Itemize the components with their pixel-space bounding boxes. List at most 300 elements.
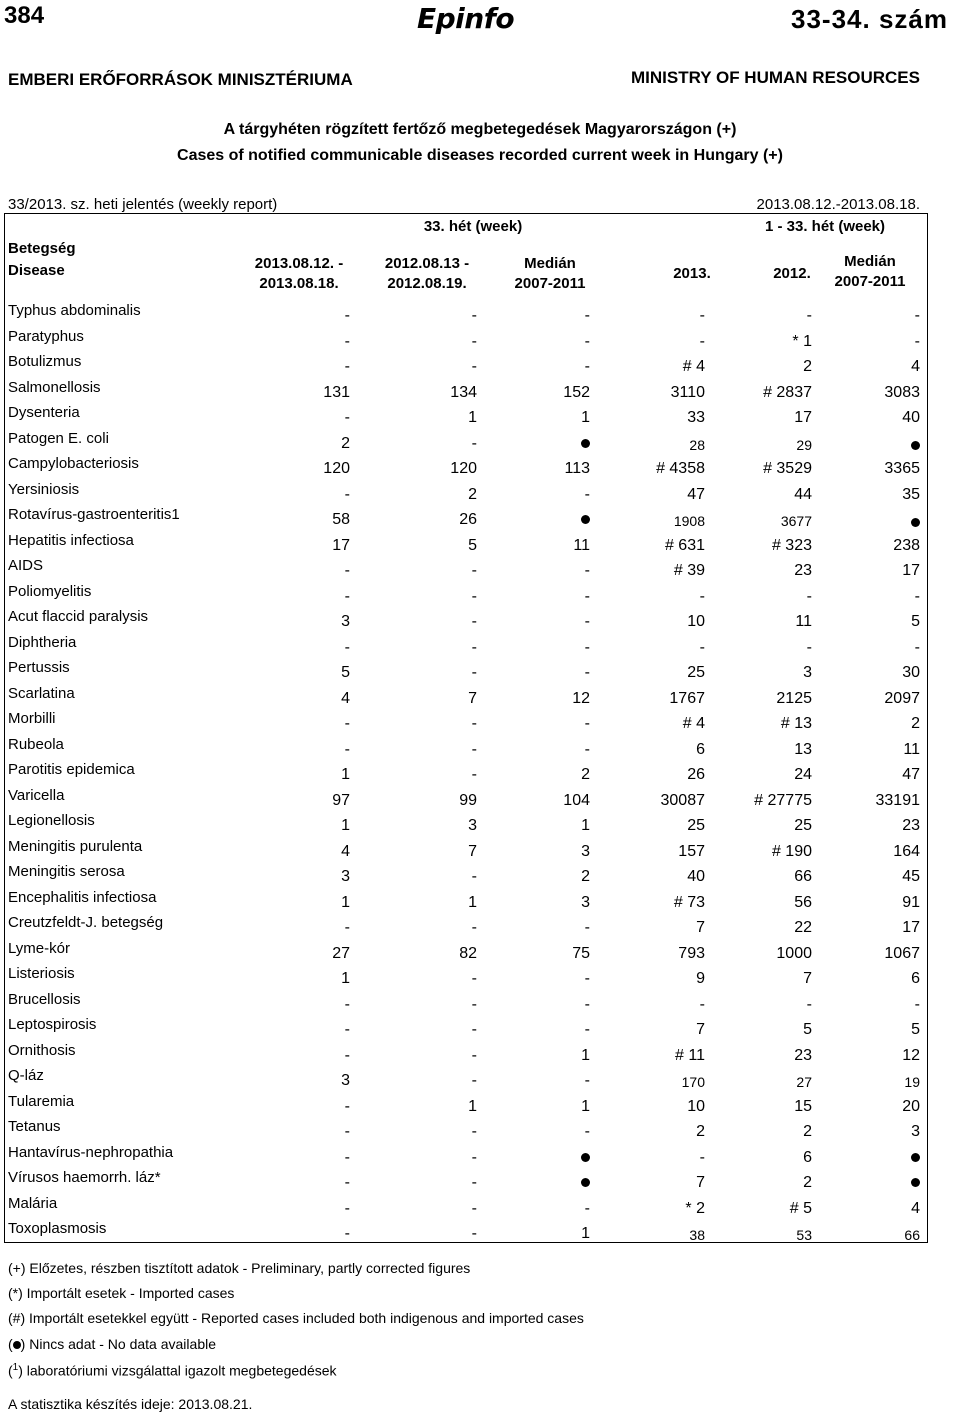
cell-cum-2012: # 3529 [763, 460, 812, 477]
disease-name: Salmonellosis [8, 378, 101, 396]
disease-name: Toxoplasmosis [8, 1220, 107, 1237]
cell-week-2013: - [344, 358, 350, 375]
cell-week-median: 1 [581, 409, 590, 426]
page-number: 384 [4, 2, 45, 29]
cell-cum-2012: - [806, 307, 812, 324]
disease-name: Rotavírus-gastroenteritis1 [8, 506, 180, 523]
disease-name: Hepatitis infectiosa [8, 531, 134, 549]
cell-week-median: - [584, 715, 590, 732]
table-row [0, 376, 960, 402]
cell-cum-2012: 53 [796, 1227, 812, 1243]
note-lab-open: ( [8, 1362, 13, 1379]
cell-cum-median [800, 1174, 920, 1192]
cell-cum-2012: 25 [794, 817, 812, 834]
cell-week-median: 1 [581, 1225, 590, 1242]
disease-name: Morbilli [8, 710, 56, 727]
cell-week-median: - [584, 485, 590, 503]
epinfo-logo: Epinfo [417, 2, 515, 35]
cell-week-median: 104 [563, 791, 590, 809]
cell-week-median: - [584, 970, 590, 987]
disease-name: Tularemia [8, 1092, 75, 1110]
cell-cum-2013: 25 [687, 817, 705, 834]
disease-table-body [0, 299, 960, 1243]
cell-cum-median: 164 [893, 842, 920, 860]
cell-cum-median [800, 513, 920, 529]
table-row [0, 962, 960, 988]
cell-cum-median: 3 [911, 1123, 920, 1140]
table-row [0, 733, 960, 759]
cell-week-2012: - [471, 1199, 477, 1217]
cell-cum-2013: 157 [678, 842, 705, 860]
cell-week-median: 113 [564, 460, 590, 477]
cell-cum-2012: - [806, 995, 812, 1013]
table-row [0, 937, 960, 963]
cell-week-2012: - [471, 1174, 477, 1191]
column-header-2012-cumulative: 2012. [773, 265, 811, 282]
no-data-dot-icon [911, 1153, 920, 1162]
cell-cum-2013: 170 [681, 1074, 705, 1090]
disease-name: Diphtheria [8, 633, 77, 651]
cell-cum-2012: 22 [794, 919, 812, 936]
cell-week-median: - [584, 1123, 590, 1140]
column-header-2013-cumulative: 2013. [673, 265, 711, 282]
column-header-2012-week [372, 254, 482, 294]
cell-cum-2012: # 13 [780, 715, 812, 732]
cell-cum-2013: 1908 [673, 513, 705, 529]
cell-week-2012: - [471, 1148, 477, 1166]
cell-cum-2013: 3110 [670, 383, 705, 401]
disease-name: Parotitis epidemica [8, 761, 135, 778]
cell-week-2012: - [471, 613, 477, 630]
cell-week-2012: - [471, 868, 477, 885]
table-row [0, 707, 960, 733]
disease-name: Dysenteria [8, 404, 80, 421]
column-header-median-week [495, 254, 605, 294]
cell-cum-median: 17 [902, 562, 920, 579]
cell-cum-median: 2 [911, 715, 920, 732]
cell-cum-2013: # 4358 [656, 460, 705, 477]
table-row [0, 452, 960, 478]
cell-week-2013: - [344, 638, 350, 656]
cell-cum-2013: 7 [696, 1021, 705, 1038]
cell-week-median: 2 [581, 868, 590, 885]
table-row [0, 325, 960, 351]
cell-cum-median [800, 1149, 920, 1167]
cell-cum-2012: # 190 [771, 842, 812, 860]
column-header-median-cumulative-line1: Medián [844, 253, 896, 270]
note-lab-text: ) laboratóriumi vizsgálattal igazolt megbetegedések [18, 1362, 337, 1379]
table-row [0, 1013, 960, 1039]
cell-cum-2012: 15 [794, 1097, 812, 1115]
cell-cum-2012: - [806, 638, 812, 656]
cell-week-2013: - [344, 332, 350, 350]
table-row [0, 682, 960, 708]
column-header-disease-hu: Betegség [8, 240, 76, 257]
disease-name: Botulizmus [8, 353, 82, 370]
cell-week-2012: - [471, 995, 477, 1013]
cell-cum-median: 1067 [884, 944, 920, 962]
cell-cum-2013: * 2 [685, 1199, 705, 1217]
cell-cum-median: 4 [911, 358, 920, 375]
table-row [0, 299, 960, 325]
cell-cum-2013: 25 [687, 664, 705, 681]
table-row [0, 401, 960, 427]
cell-cum-median: 40 [902, 409, 920, 426]
report-title-en: Cases of notified communicable diseases recorded current week in Hungary (+) [177, 147, 783, 164]
disease-name: Legionellosis [8, 812, 95, 829]
column-header-2013-week [244, 254, 354, 294]
table-row [0, 631, 960, 657]
cell-week-2013: 3 [341, 613, 350, 630]
cell-week-2013: 5 [341, 664, 350, 681]
cell-cum-2013: 40 [687, 868, 705, 885]
column-header-2012-week-line1: 2012.08.13 - [384, 255, 470, 272]
table-row [0, 911, 960, 937]
cell-week-2012: - [471, 1046, 477, 1064]
cell-cum-2012: 5 [803, 1021, 812, 1038]
cell-week-2013: 1 [341, 766, 350, 783]
cell-cum-median: 3083 [884, 383, 920, 401]
cell-cum-median: - [914, 307, 920, 324]
report-period: 2013.08.12.-2013.08.18. [756, 196, 920, 213]
cell-week-2012: - [471, 919, 477, 936]
cell-week-2013: 97 [332, 791, 350, 809]
cell-week-median: 1 [581, 817, 590, 834]
cell-week-2013: 131 [323, 383, 350, 401]
cell-week-2013: - [344, 1148, 350, 1166]
cell-week-median [470, 1149, 590, 1167]
cell-week-median [470, 1174, 590, 1192]
note-no-data-open: ( [8, 1336, 13, 1352]
cell-cum-2012: 3 [803, 664, 812, 681]
table-row [0, 860, 960, 886]
cell-cum-2012: 27 [796, 1074, 812, 1090]
cell-cum-2013: - [699, 332, 705, 350]
disease-name: Malária [8, 1194, 58, 1212]
note-imported: (*) Importált esetek - Imported cases [8, 1285, 235, 1301]
cell-cum-2012: 6 [803, 1148, 812, 1166]
cell-cum-2012: # 323 [771, 536, 812, 554]
cell-week-median: - [584, 562, 590, 579]
ministry-name-en: MINISTRY OF HUMAN RESOURCES [630, 68, 920, 87]
cell-week-2013: - [344, 1097, 350, 1115]
cell-week-2012: - [471, 715, 477, 732]
cell-cum-2013: 10 [687, 1097, 705, 1115]
table-row [0, 809, 960, 835]
disease-name: Yersiniosis [8, 480, 80, 498]
no-data-dot-icon [13, 1341, 21, 1349]
cell-week-median: 75 [572, 944, 590, 962]
column-header-disease [8, 238, 76, 282]
cell-cum-2012: - [806, 587, 812, 605]
cell-week-2012: 1 [468, 1097, 477, 1115]
cell-week-median: - [584, 332, 590, 350]
table-row [0, 350, 960, 376]
cell-cum-2012: 13 [794, 740, 812, 758]
disease-name: AIDS [8, 557, 44, 574]
no-data-dot-icon [911, 441, 920, 450]
disease-name: Pertussis [8, 659, 70, 676]
cell-cum-median: 5 [911, 1021, 920, 1038]
table-row [0, 503, 960, 529]
cell-week-median: - [584, 638, 590, 656]
cell-cum-2013: 26 [687, 766, 705, 783]
cell-week-2013: 1 [341, 970, 350, 987]
cell-cum-2013: 10 [687, 613, 705, 630]
cell-week-2012: - [471, 1123, 477, 1140]
disease-name: Scarlatina [8, 684, 75, 702]
cell-week-2012: 5 [468, 536, 477, 554]
cell-cum-2012: 2125 [776, 689, 812, 707]
cell-week-2013: - [344, 715, 350, 732]
table-row [0, 1217, 960, 1243]
cell-week-2013: 2 [341, 434, 350, 452]
cell-cum-median: 5 [911, 613, 920, 630]
disease-name: Acut flaccid paralysis [8, 608, 149, 625]
cell-week-2013: 17 [332, 536, 350, 554]
table-row [0, 1090, 960, 1116]
cell-week-median: - [584, 740, 590, 758]
ministry-name-hu: EMBERI ERŐFORRÁSOK MINISZTÉRIUMA [8, 70, 353, 89]
note-preliminary: (+) Előzetes, részben tisztított adatok - Preliminary, partly corrected figures [8, 1260, 471, 1276]
cell-cum-2012: * 1 [792, 332, 812, 350]
cell-week-2013: 1 [341, 893, 350, 911]
column-header-disease-en: Disease [8, 262, 65, 279]
column-group-cumulative: 1 - 33. hét (week) [764, 218, 886, 235]
cell-week-median: - [584, 664, 590, 681]
cell-cum-median: 66 [904, 1227, 920, 1243]
cell-cum-2012: 7 [803, 970, 812, 987]
cell-cum-2013: 28 [689, 436, 705, 453]
cell-week-2012: 7 [468, 842, 477, 860]
disease-name: Q-láz [8, 1067, 44, 1084]
cell-cum-2012: 24 [794, 766, 812, 783]
cell-cum-2013: - [699, 995, 705, 1013]
cell-week-median: 11 [573, 536, 590, 554]
note-no-data [8, 1336, 216, 1352]
cell-week-2012: - [471, 1021, 477, 1038]
no-data-dot-icon [911, 518, 920, 527]
cell-cum-2013: # 4 [682, 358, 705, 375]
table-row [0, 427, 960, 453]
cell-cum-2012: 44 [794, 485, 812, 503]
cell-week-median: - [584, 613, 590, 630]
cell-week-2013: - [344, 485, 350, 503]
column-group-week: 33. hét (week) [423, 218, 523, 235]
column-header-2013-week-line2: 2013.08.18. [259, 275, 339, 292]
cell-cum-2013: - [699, 638, 705, 656]
cell-cum-2012: # 27775 [754, 791, 812, 809]
cell-week-2013: 4 [341, 689, 350, 707]
cell-week-2012: - [471, 307, 477, 324]
cell-cum-2013: # 11 [675, 1046, 705, 1064]
cell-cum-median: 2097 [884, 689, 920, 707]
cell-cum-median: 23 [902, 817, 920, 834]
table-row [0, 1064, 960, 1090]
cell-week-2012: - [471, 766, 477, 783]
cell-week-2013: - [344, 409, 350, 426]
table-row [0, 478, 960, 504]
cell-cum-median: 238 [893, 536, 920, 554]
cell-cum-2013: # 4 [682, 715, 705, 732]
cell-week-2013: - [344, 1199, 350, 1217]
cell-week-2013: - [344, 587, 350, 605]
cell-cum-2013: 2 [696, 1123, 705, 1140]
cell-week-2013: 58 [332, 511, 350, 528]
cell-week-2013: 27 [332, 944, 350, 962]
cell-week-2012: 99 [459, 791, 477, 809]
cell-cum-2013: 30087 [660, 791, 705, 809]
cell-cum-median: 20 [902, 1097, 920, 1115]
cell-cum-2012: 23 [794, 1046, 812, 1064]
cell-cum-2013: 33 [687, 409, 705, 426]
report-number: 33/2013. sz. heti jelentés (weekly report) [8, 196, 278, 213]
cell-cum-2013: 7 [696, 1174, 705, 1191]
disease-name: Hantavírus-nephropathia [8, 1143, 174, 1161]
cell-cum-median: - [914, 332, 920, 350]
note-reported: (#) Importált esetekkel együtt - Reported cases included both indigenous and imported cases [8, 1310, 584, 1326]
disease-name: Leptospirosis [8, 1016, 97, 1033]
cell-cum-2012: 56 [794, 893, 812, 911]
cell-week-median: - [584, 358, 590, 375]
cell-week-2012: 7 [468, 689, 477, 707]
table-row [0, 988, 960, 1014]
cell-week-2012: 120 [450, 460, 477, 477]
cell-week-median: - [584, 307, 590, 324]
table-row [0, 886, 960, 912]
cell-cum-2013: 38 [689, 1227, 705, 1243]
table-row [0, 1039, 960, 1065]
table-row [0, 1166, 960, 1192]
disease-name: Vírusos haemorrh. láz* [8, 1169, 161, 1186]
cell-cum-2012: 17 [794, 409, 812, 426]
cell-cum-2012: 11 [795, 613, 812, 630]
cell-cum-2013: - [699, 587, 705, 605]
cell-week-2012: 1 [468, 893, 477, 911]
cell-week-2012: 82 [459, 944, 477, 962]
cell-cum-median [800, 437, 920, 453]
cell-week-2013: - [344, 995, 350, 1013]
cell-week-2013: 1 [341, 817, 350, 834]
cell-cum-2012: # 5 [789, 1199, 812, 1217]
no-data-dot-icon [911, 1178, 920, 1187]
cell-week-median: - [584, 587, 590, 605]
table-row [0, 529, 960, 555]
cell-week-2012: - [471, 1072, 477, 1089]
cell-cum-2013: # 73 [673, 893, 705, 911]
cell-cum-2012: 2 [803, 1123, 812, 1140]
column-header-median-week-line1: Medián [524, 255, 576, 272]
disease-name: Tetanus [8, 1118, 61, 1135]
cell-week-2013: - [344, 307, 350, 324]
column-header-2013-week-line1: 2013.08.12. - [254, 255, 344, 272]
cell-week-2013: - [344, 562, 350, 579]
cell-week-2012: 134 [450, 383, 477, 401]
cell-cum-median: - [914, 995, 920, 1013]
cell-cum-2012: # 2837 [763, 383, 812, 401]
cell-week-2012: - [471, 587, 477, 605]
cell-week-2013: - [344, 1046, 350, 1064]
cell-cum-median: 6 [911, 970, 920, 987]
note-lab-confirmed [8, 1362, 337, 1379]
cell-cum-median: 19 [904, 1074, 920, 1090]
issue-number: 33-34. szám [791, 4, 948, 34]
cell-cum-2013: 9 [696, 970, 705, 987]
column-header-median-week-line2: 2007-2011 [514, 275, 586, 292]
cell-cum-2013: 6 [696, 740, 705, 758]
masthead [0, 0, 960, 40]
disease-name: Paratyphus [8, 327, 84, 345]
cell-week-2012: - [471, 358, 477, 375]
table-row [0, 605, 960, 631]
cell-week-median: - [584, 919, 590, 936]
table-row [0, 1141, 960, 1167]
cell-week-2013: - [344, 1123, 350, 1140]
cell-cum-median: - [914, 638, 920, 656]
cell-cum-2012: 1000 [776, 944, 812, 962]
cell-week-median [470, 435, 590, 453]
cell-cum-2013: # 39 [673, 562, 705, 579]
cell-week-median: 3 [581, 842, 590, 860]
cell-cum-median: 91 [902, 893, 920, 911]
report-title-hu: A tárgyhéten rögzített fertőző megbetegedések Magyarországon (+) [223, 121, 737, 138]
disease-name: Ornithosis [8, 1041, 76, 1059]
cell-week-2012: - [471, 434, 477, 452]
cell-cum-2012: 66 [794, 868, 812, 885]
cell-cum-2013: - [699, 1148, 705, 1166]
cell-week-2013: 3 [341, 1072, 350, 1089]
disease-name: Campylobacteriosis [8, 455, 139, 472]
cell-cum-2013: 47 [687, 485, 705, 503]
cell-week-median [470, 511, 590, 529]
cell-week-2013: 3 [341, 868, 350, 885]
cell-week-2012: - [471, 970, 477, 987]
disease-name: Listeriosis [8, 965, 75, 982]
cell-cum-median: 45 [902, 868, 920, 885]
cell-week-2013: 120 [323, 460, 350, 477]
note-no-data-text: ) Nincs adat - No data available [20, 1336, 216, 1352]
disease-name: Encephalitis infectiosa [8, 888, 157, 906]
cell-week-median: 3 [581, 893, 590, 911]
note-statistics-date: A statisztika készítés ideje: 2013.08.21. [8, 1396, 253, 1412]
table-row [0, 758, 960, 784]
column-header-2012-week-line2: 2012.08.19. [387, 275, 467, 292]
cell-week-2012: - [471, 664, 477, 681]
cell-week-median: 1 [581, 1046, 590, 1064]
cell-week-2013: - [344, 1021, 350, 1038]
cell-week-2012: 26 [459, 511, 477, 528]
cell-week-2012: 1 [468, 409, 477, 426]
disease-name: Meningitis serosa [8, 863, 125, 880]
disease-name: Patogen E. coli [8, 429, 109, 447]
cell-cum-median: 3365 [884, 460, 920, 477]
cell-week-median: 2 [581, 766, 590, 783]
note-lab-sup: 1 [12, 1362, 19, 1373]
cell-cum-2013: 7 [696, 919, 705, 936]
table-row [0, 835, 960, 861]
cell-week-median: 1 [581, 1097, 590, 1115]
disease-name: Poliomyelitis [8, 582, 92, 600]
table-row [0, 1192, 960, 1218]
cell-cum-median: 35 [902, 485, 920, 503]
disease-name: Creutzfeldt-J. betegség [8, 914, 164, 931]
disease-name: Meningitis purulenta [8, 837, 143, 855]
disease-name: Varicella [8, 786, 65, 804]
disease-name: Typhus abdominalis [8, 302, 141, 319]
cell-cum-median: 47 [902, 766, 920, 783]
cell-cum-median: 30 [902, 664, 920, 681]
cell-week-median: - [584, 1199, 590, 1217]
